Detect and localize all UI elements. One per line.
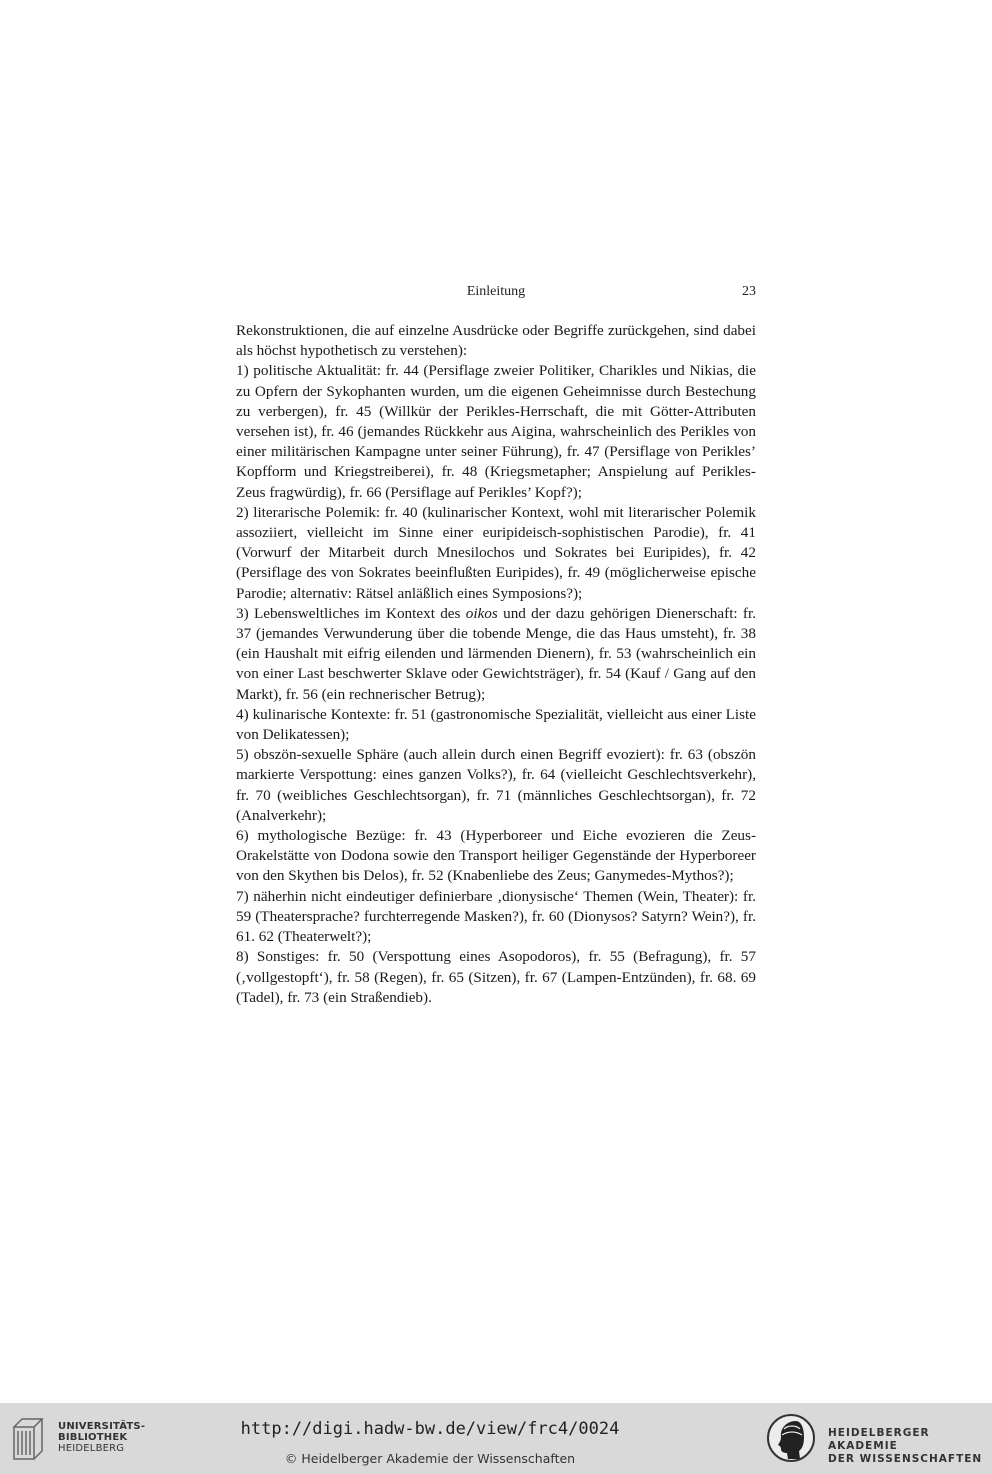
paragraph-item-6: 6) mythologische Bezüge: fr. 43 (Hyperboreer und Eiche evozieren die Zeus-Orakelstätte von Dodona sowie den Transport heiliger Gegenstände der Hyperboreer von den Skythen bis Delos), fr. 52 (Knabenliebe des Zeus; Ganymedes-Mythos?); (236, 827, 756, 885)
paragraph-intro: Rekonstruktionen, die auf einzelne Ausdrücke oder Begriffe zurückgehen, sind dabei als höchst hypothetisch zu verstehen): (236, 322, 756, 360)
item-3-italic-term: oikos (465, 604, 498, 622)
academy-line-1: HEIDELBERGER AKADEMIE (828, 1427, 930, 1452)
permalink-url[interactable]: http://digi.hadw-bw.de/view/frc4/0024 (240, 1419, 620, 1439)
item-3-text-end: und der dazu gehörigen Dienerschaft: fr. 37 (jemandes Verwunderung über die tobende Menge, die das Haus umsteht), fr. 38 (ein Haushalt mit eifrig eilenden und lärmenden Dienern), fr. 53 (wahrscheinlich ein von einer Last beschwerter Sklave oder Gewichtsträger), fr. 54 (Kauf / Gang auf den Markt), fr. 56 (ein rechnerischer Betrug); (236, 604, 756, 703)
paragraph-item-2: 2) literarische Polemik: fr. 40 (kulinarischer Kontext, wohl mit literarischer Polemik assoziiert, vielleicht im Sinne einer euripideisch-sophistischen Parodie), fr. 41 (Vorwurf der Mitarbeit durch Mnesilochos und Sokrates bei Euripides), fr. 42 (Persiflage des von Sokrates beeinflußten Euripides), fr. 49 (möglicherweise epische Parodie; alternativ: Rätsel anläßlich eines Symposions?); (236, 503, 756, 602)
academy-logo[interactable] (766, 1413, 986, 1467)
paragraph-item-3 (236, 604, 756, 705)
page-number: 23 (742, 284, 756, 299)
university-library-logo[interactable] (10, 1413, 146, 1463)
library-books-icon (10, 1413, 50, 1463)
paragraph-item-7: 7) näherhin nicht eindeutiger definierbare ‚dionysische‘ Themen (Wein, Theater): fr. 59 (Theatersprache? furchterregende Masken?), fr. 60 (Dionysos? Satyrn? Wein?), fr. 61. 62 (Theaterwelt?); (236, 887, 756, 946)
running-head-title: Einleitung (466, 284, 526, 299)
running-head (236, 284, 756, 304)
academy-profile-emblem-icon (766, 1413, 816, 1463)
academy-line-2: DER WISSENSCHAFTEN (828, 1453, 983, 1465)
copyright-notice: © Heidelberger Akademie der Wissenschaften (284, 1451, 576, 1466)
paragraph-item-1: 1) politische Aktualität: fr. 44 (Persiflage zweier Politiker, Charikles und Nikias, die zu Opfern der Sykophanten wurden, um die eigenen Geheimnisse durch Bestechung zu verbergen), fr. 45 (Willkür der Perikles-Herrschaft, die mit Götter-Attributen versehen ist), fr. 46 (jemandes Rückkehr aus Aigina, wahrscheinlich des Perikles von einer militärischen Kampagne unter seiner Führung), fr. 47 (Persiflage von Perikles’ Kopfform und Kriegstreiberei), fr. 48 (Kriegsmetapher; Anspielung auf Perikles-Zeus fragwürdig), fr. 66 (Persiflage auf Perikles’ Kopf?); (236, 362, 756, 501)
paragraph-item-8: 8) Sonstiges: fr. 50 (Verspottung eines Asopodoros), fr. 55 (Befragung), fr. 57 (‚vollgestopft‘), fr. 58 (Regen), fr. 65 (Sitzen), fr. 67 (Lampen-Entzünden), fr. 68. 69 (Tadel), fr. 73 (ein Straßendieb). (236, 948, 756, 1006)
body-text (236, 321, 756, 1008)
ub-line-1: UNIVERSITÄTS- (58, 1421, 146, 1432)
paragraph-item-5: 5) obszön-sexuelle Sphäre (auch allein durch einen Begriff evoziert): fr. 63 (obszön markierte Verspottung: eines ganzen Volks?), fr. 64 (vielleicht Geschlechtsverkehr), fr. 70 (weibliches Geschlechtsorgan), fr. 71 (männliches Geschlechtsorgan), fr. 72 (Analverkehr); (236, 746, 756, 824)
ub-line-3: HEIDELBERG (58, 1443, 125, 1454)
ub-line-2: BIBLIOTHEK (58, 1432, 128, 1443)
university-library-name (58, 1421, 145, 1454)
footer-bar (0, 1403, 992, 1474)
academy-name (828, 1427, 986, 1466)
paragraph-item-4: 4) kulinarische Kontexte: fr. 51 (gastronomische Spezialität, vielleicht aus einer Liste von Delikatessen); (236, 705, 756, 744)
item-3-text-start: 3) Lebensweltliches im Kontext des (236, 604, 466, 622)
